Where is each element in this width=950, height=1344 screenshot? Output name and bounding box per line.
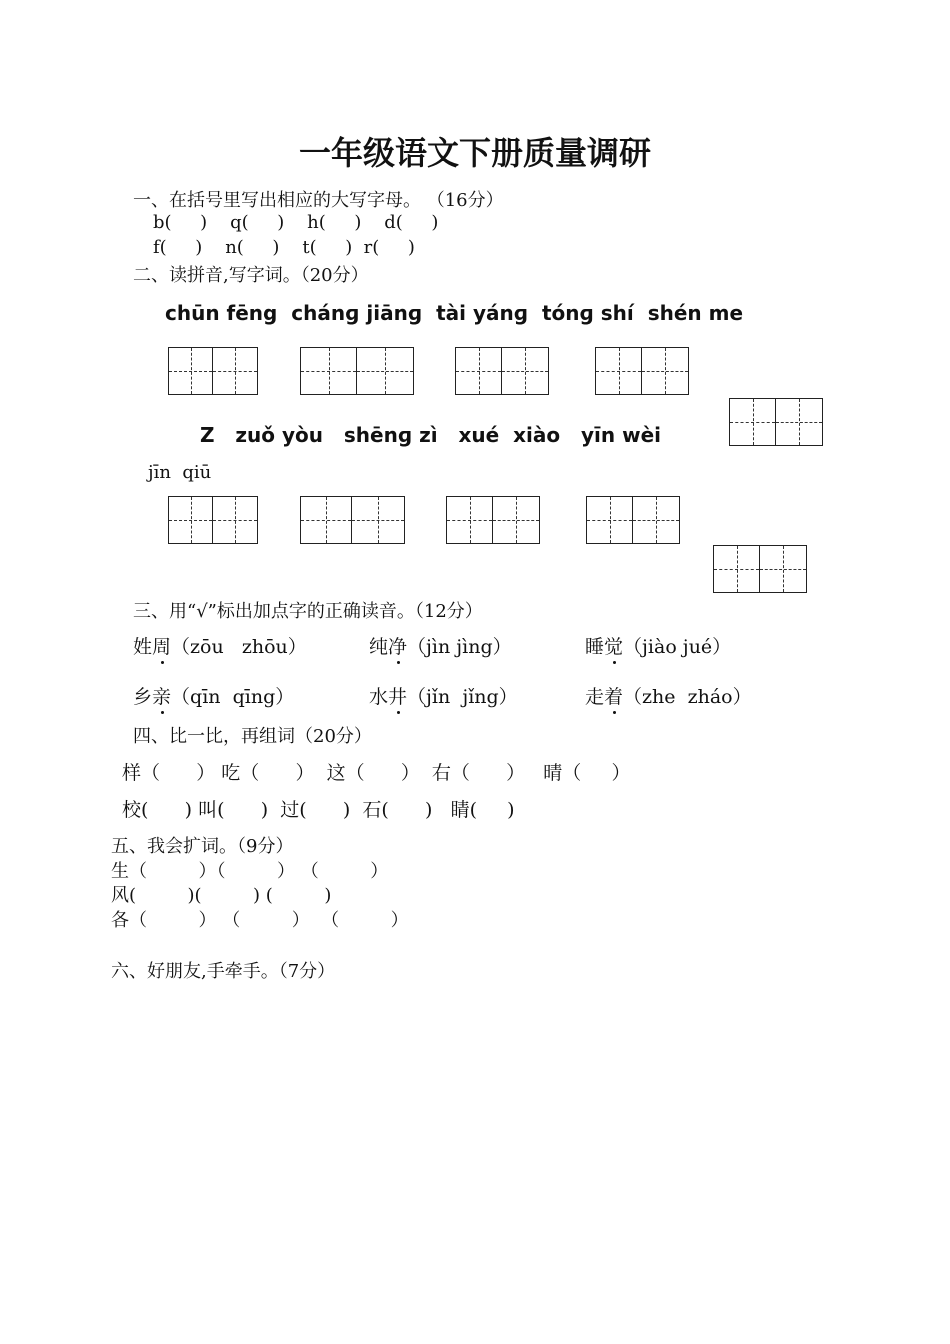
reading-item: 乡亲（qīn qīng） [133, 682, 294, 709]
section-6-heading: 六、好朋友,手牵手。（7分） [111, 961, 336, 982]
writing-grid[interactable] [455, 347, 549, 395]
section-1-heading: 一、在括号里写出相应的大写字母。 （16分） [133, 190, 504, 211]
compare-row-1: 样（ ） 吃（ ） 这（ ） 右（ ） 晴（ ） [122, 762, 631, 784]
section-2-heading: 二、读拼音,写字词。（20分） [133, 265, 369, 286]
section-5-heading: 五、我会扩词。（9分） [111, 836, 294, 857]
reading-item: 走着（zhe zháo） [585, 682, 752, 709]
section-4-heading: 四、比一比，再组词（20分） [133, 726, 372, 747]
writing-grid[interactable] [595, 347, 689, 395]
reading-item: 睡觉（jiào jué） [585, 632, 731, 659]
writing-grid[interactable] [729, 398, 823, 446]
writing-grid[interactable] [586, 496, 680, 544]
writing-grid[interactable] [168, 347, 258, 395]
section-1-row-2: f( ) n( ) t( ) r( ) [153, 237, 415, 258]
writing-grid[interactable] [168, 496, 258, 544]
pinyin-row-2: Z zuǒ yòu shēnɡ zì xué xiào yīn wèi [200, 423, 661, 447]
section-1-row-1: b( ) q( ) h( ) d( ) [153, 212, 439, 233]
reading-item: 水井（jǐn jǐng） [369, 682, 518, 709]
page-title: 一年级语文下册质量调研 [298, 134, 651, 172]
compare-row-2: 校( ) 叫( ) 过( ) 石( ) 睛( ) [122, 799, 515, 821]
reading-item: 纯净（jìn jìng） [369, 632, 512, 659]
reading-item: 姓周（zōu zhōu） [133, 632, 307, 659]
pinyin-row-3: jīn qiū [148, 462, 212, 483]
expand-row: 各（ ） （ ） （ ） [111, 910, 409, 931]
expand-row: 生（ ）（ ） （ ） [111, 861, 389, 882]
writing-grid[interactable] [300, 496, 405, 544]
expand-row: 风( )( ) ( ) [111, 885, 332, 906]
writing-grid[interactable] [713, 545, 807, 593]
writing-grid[interactable] [300, 347, 414, 395]
pinyin-row-1: chūn fēng chánɡ jiānɡ tài yánɡ tónɡ shí shén me [165, 301, 744, 325]
section-3-heading: 三、用“√”标出加点字的正确读音。（12分） [133, 601, 483, 622]
writing-grid[interactable] [446, 496, 540, 544]
